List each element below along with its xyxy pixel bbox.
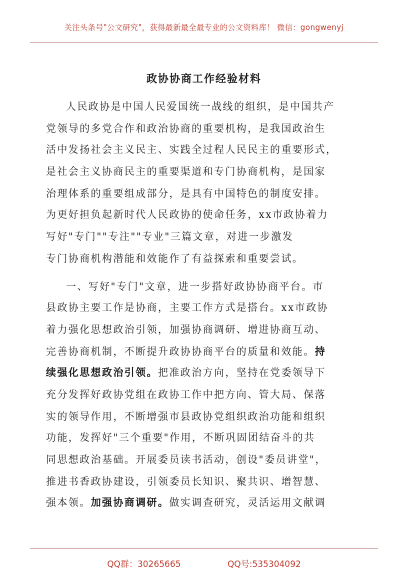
bold-heading: 续强化思想政治引领。 [46,368,158,380]
document-title: 政协协商工作经验材料 [146,73,262,85]
qq-group: QQ群：30265665 [107,560,181,570]
paragraph-line: 充分发挥好政协党组在政协工作中把方向、管大局、保落 [46,389,326,401]
paragraph-text: 强本领。 [46,498,91,510]
footer-divider [30,548,378,549]
paragraph-line [46,342,368,364]
header-banner: 关注头条号"公文研究"，获得最新最全最专业的公文资料库！ 微信：gongwenyj [64,23,344,32]
paragraph-line: 着力强化思想政治引领，加强协商调研、增进协商互动、 [46,324,326,336]
paragraph-text: 把准政治方向，坚持在党委领导下 [158,368,326,380]
paragraph-line: 为更好担负起新时代人民政协的使命任务，xx市政协着力 [46,210,329,222]
paragraph-line: 实的领导作用，不断增强市县政协党组织政治功能和组织 [46,411,326,423]
paragraph-line: 活中发扬社会主义民主、实践全过程人民民主的重要形式， [46,145,338,157]
qq-number: QQ号:535304092 [227,560,301,570]
paragraph-line: 写好"专门""专注""专业"三篇文章，对进一步激发 [46,232,294,244]
bold-heading: 持 [314,346,327,358]
paragraph-line [46,493,368,515]
paragraph-line: 县政协主要工作是协商，主要工作方式是搭台。xx市政协 [46,303,329,315]
paragraph-line [46,363,368,385]
paragraph-line: 党领导的多党合作和政治协商的重要机构，是我国政治生 [46,123,326,135]
footer [0,558,408,570]
paragraph-line: 推进书香政协建设，引领委员长知识、聚共识、增智慧、 [46,476,326,488]
header-divider [30,42,378,43]
paragraph-line: 人民政协是中国人民爱国统一战线的组织，是中国共产 [66,102,335,113]
paragraph-line: 治理体系的重要组成部分，是具有中国特色的制度安排。 [46,188,326,200]
paragraph-line: 一、写好"专门"文章，进一步搭好政协协商平台。市 [66,281,324,293]
bold-heading: 加强协商调研。 [90,498,170,510]
paragraph-line: 专门协商机构潜能和效能作了有益探索和重要尝试。 [46,253,304,265]
paragraph-line: 功能，发挥好"三个重要"作用，不断巩固团结奋斗的共 [46,433,316,445]
paragraph-text: 做实调查研究，灵活运用文献调 [169,498,327,510]
paragraph-line: 是社会主义协商民主的重要渠道和专门协商机构，是国家 [46,167,326,179]
paragraph-line: 同思想政治基础。开展委员读书活动，创设"委员讲堂"， [46,455,327,466]
paragraph-text: 完善协商机制，不断提升政协协商平台的质量和效能。 [46,346,315,358]
document-body [46,97,368,515]
